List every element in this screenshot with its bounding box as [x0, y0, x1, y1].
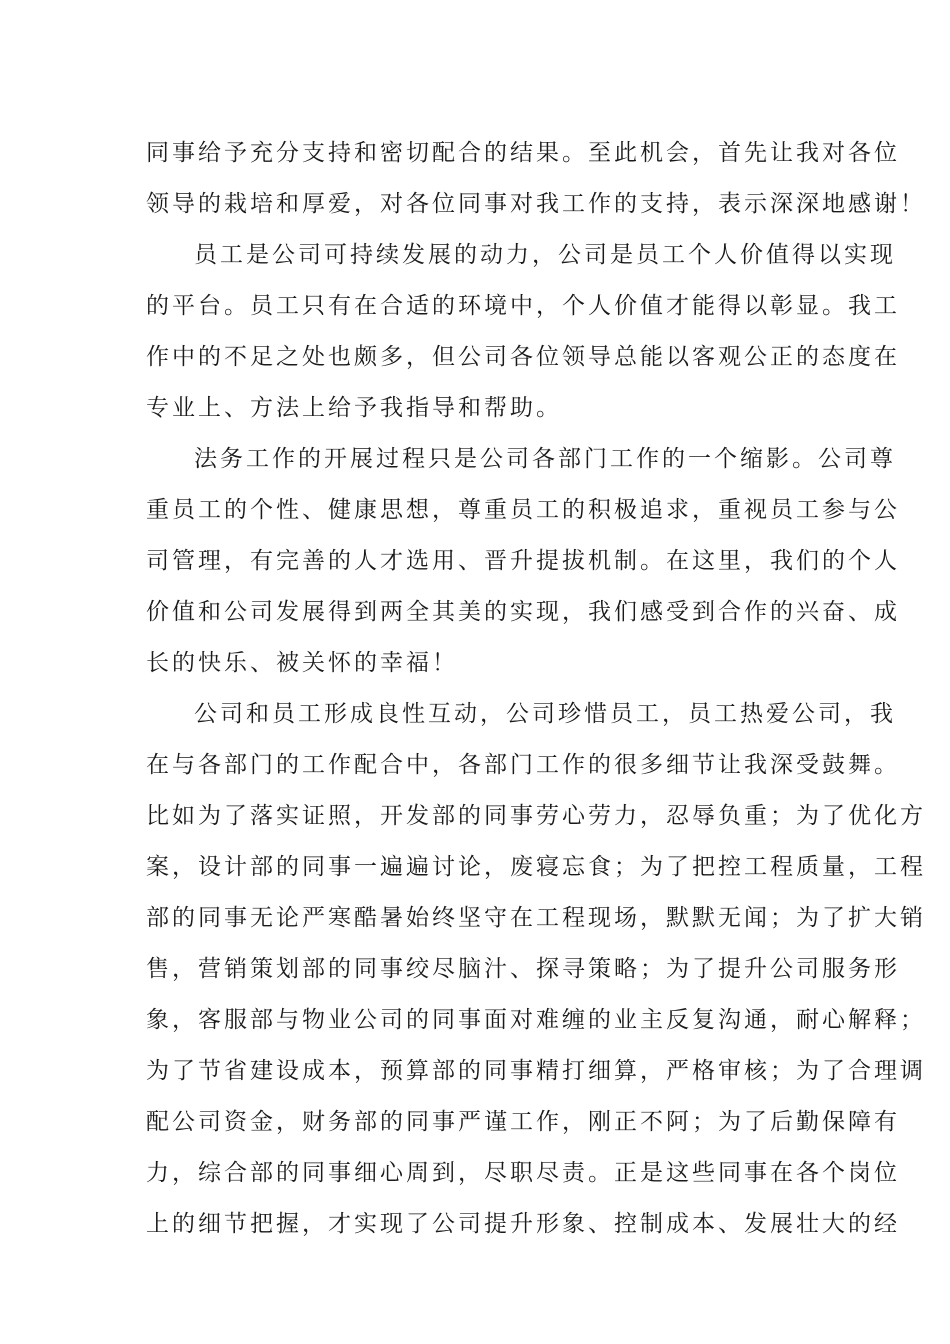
text-line: 在与各部门的工作配合中，各部门工作的很多细节让我深受鼓舞。 — [146, 752, 900, 778]
text-line: 案，设计部的同事一遍遍讨论，废寝忘食；为了把控工程质量，工程 — [146, 854, 926, 880]
paragraph-first-line: 公司和员工形成良性互动，公司珍惜员工，员工热爱公司，我 — [194, 701, 896, 727]
text-line: 象，客服部与物业公司的同事面对难缠的业主反复沟通，耐心解释； — [146, 1007, 926, 1033]
text-line: 配公司资金，财务部的同事严谨工作，刚正不阿；为了后勤保障有 — [146, 1109, 900, 1135]
paragraph-first-line: 法务工作的开展过程只是公司各部门工作的一个缩影。公司尊 — [194, 446, 896, 472]
paragraph-first-line: 员工是公司可持续发展的动力，公司是员工个人价值得以实现 — [194, 242, 896, 268]
text-line: 同事给予充分支持和密切配合的结果。至此机会，首先让我对各位 — [146, 140, 900, 166]
text-line: 售，营销策划部的同事绞尽脑汁、探寻策略；为了提升公司服务形 — [146, 956, 900, 982]
text-line: 作中的不足之处也颇多，但公司各位领导总能以客观公正的态度在 — [146, 344, 900, 370]
text-line: 领导的栽培和厚爱，对各位同事对我工作的支持，表示深深地感谢！ — [146, 191, 926, 217]
text-line: 力，综合部的同事细心周到，尽职尽责。正是这些同事在各个岗位 — [146, 1160, 900, 1186]
text-line: 司管理，有完善的人才选用、晋升提拔机制。在这里，我们的个人 — [146, 548, 900, 574]
body-text — [146, 128, 926, 1250]
text-line: 价值和公司发展得到两全其美的实现，我们感受到合作的兴奋、成 — [146, 599, 900, 625]
text-line: 为了节省建设成本，预算部的同事精打细算，严格审核；为了合理调 — [146, 1058, 926, 1084]
text-line: 专业上、方法上给予我指导和帮助。 — [146, 395, 562, 421]
text-line: 长的快乐、被关怀的幸福！ — [146, 650, 458, 676]
text-line: 部的同事无论严寒酷暑始终坚守在工程现场，默默无闻；为了扩大销 — [146, 905, 926, 931]
text-line: 的平台。员工只有在合适的环境中，个人价值才能得以彰显。我工 — [146, 293, 900, 319]
text-line: 上的细节把握，才实现了公司提升形象、控制成本、发展壮大的经 — [146, 1211, 900, 1237]
text-line: 比如为了落实证照，开发部的同事劳心劳力，忍辱负重；为了优化方 — [146, 803, 926, 829]
text-line: 重员工的个性、健康思想，尊重员工的积极追求，重视员工参与公 — [146, 497, 900, 523]
